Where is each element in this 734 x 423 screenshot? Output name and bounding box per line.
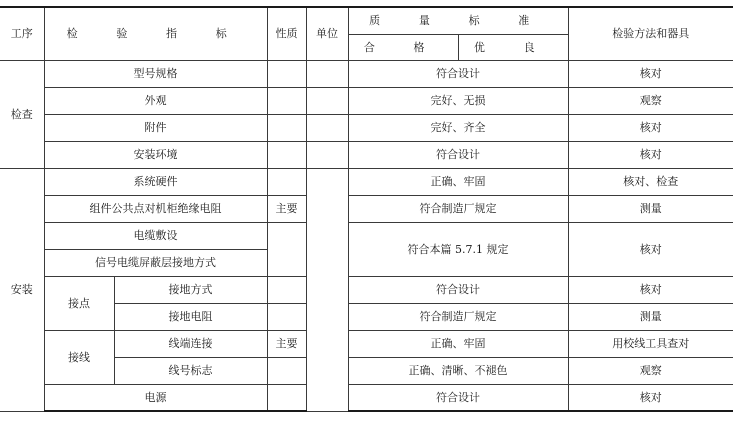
inspection-standard-table — [0, 6, 733, 412]
row-standard: 符合设计 — [348, 276, 568, 303]
table-row — [0, 195, 733, 222]
group-wiring: 接线 — [44, 330, 114, 384]
row-item: 信号电缆屏蔽层接地方式 — [44, 249, 267, 276]
row-nature: 主要 — [267, 330, 306, 357]
row-standard: 完好、齐全 — [348, 114, 568, 141]
row-standard: 正确、牢固 — [348, 330, 568, 357]
row-standard: 符合设计 — [348, 384, 568, 411]
row-nature — [267, 276, 306, 303]
row-standard: 正确、清晰、不褪色 — [348, 357, 568, 384]
header-excellent: 优 良 — [458, 34, 568, 60]
row-nature — [267, 141, 306, 168]
row-item: 线端连接 — [114, 330, 267, 357]
row-method: 观察 — [568, 357, 733, 384]
table-row — [0, 141, 733, 168]
row-item: 外观 — [44, 87, 267, 114]
row-method: 测量 — [568, 303, 733, 330]
row-item: 附件 — [44, 114, 267, 141]
table-row — [0, 222, 733, 249]
group-install: 安装 — [0, 168, 44, 411]
row-nature — [267, 384, 306, 411]
header-nature: 性质 — [267, 7, 306, 60]
row-unit — [306, 87, 348, 114]
row-item: 接地方式 — [114, 276, 267, 303]
row-unit — [306, 141, 348, 168]
row-method: 观察 — [568, 87, 733, 114]
row-standard: 正确、牢固 — [348, 168, 568, 195]
table-row — [0, 276, 733, 303]
table-row — [0, 114, 733, 141]
header-pass: 合 格 — [348, 34, 458, 60]
row-item: 组件公共点对机柜绝缘电阻 — [44, 195, 267, 222]
row-item: 安装环境 — [44, 141, 267, 168]
row-item: 系统硬件 — [44, 168, 267, 195]
header-quality-standard: 质 量 标 准 — [348, 7, 568, 34]
table-row — [0, 168, 733, 195]
row-nature: 主要 — [267, 195, 306, 222]
header-item: 检 验 指 标 — [44, 7, 267, 60]
row-unit — [306, 114, 348, 141]
row-standard: 符合设计 — [348, 60, 568, 87]
row-method: 核对、检查 — [568, 168, 733, 195]
row-method: 核对 — [568, 114, 733, 141]
row-nature — [267, 222, 306, 276]
row-nature — [267, 357, 306, 384]
table-row — [0, 87, 733, 114]
group-grounding-point: 接点 — [44, 276, 114, 330]
row-item: 线号标志 — [114, 357, 267, 384]
row-nature — [267, 114, 306, 141]
row-method: 测量 — [568, 195, 733, 222]
table-row — [0, 330, 733, 357]
table-row — [0, 384, 733, 411]
row-nature — [267, 168, 306, 195]
row-item: 型号规格 — [44, 60, 267, 87]
row-method: 核对 — [568, 222, 733, 276]
group-inspect: 检查 — [0, 60, 44, 168]
row-standard: 完好、无损 — [348, 87, 568, 114]
header-process: 工序 — [0, 7, 44, 60]
header-row — [0, 7, 733, 34]
row-unit — [306, 168, 348, 411]
row-unit — [306, 60, 348, 87]
row-method: 用校线工具查对 — [568, 330, 733, 357]
row-nature — [267, 303, 306, 330]
header-method: 检验方法和器具 — [568, 7, 733, 60]
header-unit: 单位 — [306, 7, 348, 60]
row-standard: 符合制造厂规定 — [348, 303, 568, 330]
row-method: 核对 — [568, 384, 733, 411]
row-standard: 符合设计 — [348, 141, 568, 168]
row-item: 电缆敷设 — [44, 222, 267, 249]
row-standard: 符合本篇 5.7.1 规定 — [348, 222, 568, 276]
row-item: 接地电阻 — [114, 303, 267, 330]
row-nature — [267, 87, 306, 114]
row-item: 电源 — [44, 384, 267, 411]
row-method: 核对 — [568, 276, 733, 303]
row-method: 核对 — [568, 141, 733, 168]
row-method: 核对 — [568, 60, 733, 87]
row-nature — [267, 60, 306, 87]
row-standard: 符合制造厂规定 — [348, 195, 568, 222]
table-row — [0, 60, 733, 87]
